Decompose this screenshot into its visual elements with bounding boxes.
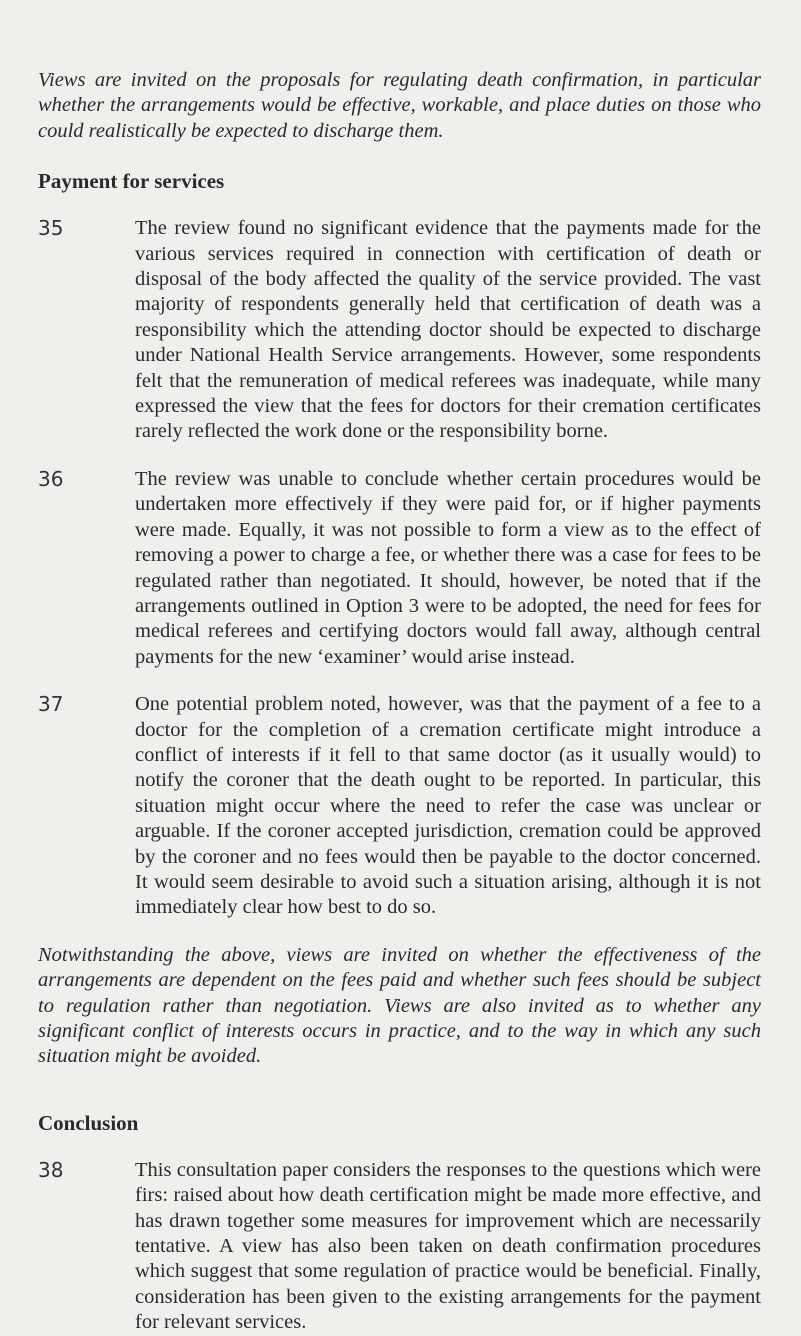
numbered-paragraph-36 [38,467,761,670]
section-heading-conclusion: Conclusion [38,1110,139,1135]
paragraph-number: 35 [38,216,64,241]
numbered-paragraph-35 [38,216,761,445]
paragraph-text: The review was unable to conclude whether certain procedures would be undertaken more effectively if they were paid for, or if higher payments were made. Equally, it was not possible to form a view as to the effect of removing a power to charge a fee, or whether there was a case for fees to be regulated rather than negotiated. It should, however, be noted that if the arrangements outlined in Option 3 were to be adopted, the need for fees for medical referees and certifying doctors would fall away, although central payments for the new ‘examiner’ would arise instead. [135,467,761,668]
closing-paragraph: Notwithstanding the above, views are invited on whether the effectiveness of the arrangements are dependent on the fees paid and whether such fees should be subject to regulation rather than negotiation. Views are also invited as to whether any significant conflict of interests occurs in practice, and to the way in which any such situation might be avoided. [38,943,761,1068]
paragraph-number: 36 [38,466,64,491]
paragraph-text: This consultation paper considers the responses to the questions which were firs: raised about how death certification might be made more effective, and has drawn together some measures for improvement which are necessarily tentative. A view has also been taken on death confirmation procedures which suggest that some regulation of practice would be beneficial. Finally, consideration has been given to the existing arrangements for the payment for relevant services. [135,1158,761,1334]
paragraph-text: One potential problem noted, however, was that the payment of a fee to a doctor for the completion of a cremation certificate might introduce a conflict of interests if it fell to that same doctor (as it usually would) to notify the coroner that the death ought to be reported. In particular, this situation might occur where the need to refer the case was unclear or arguable. If the coroner accepted jurisdiction, cremation could be approved by the coroner and no fees would then be payable to the doctor concerned. It would seem desirable to avoid such a situation arising, although it is not immediately clear how best to do so. [135,693,761,919]
numbered-paragraph-38 [38,1158,761,1336]
section-heading-payment: Payment for services [38,169,225,194]
paragraph-number: 37 [38,692,64,717]
paragraph-number: 38 [38,1157,64,1182]
paragraph-text: The review found no significant evidence that the payments made for the various services required in connection with certification of death or disposal of the body affected the quality of the service provided. The vast majority of respondents generally held that certification of death was a responsibility which the attending doctor should be expected to discharge under National Health Service arrangements. However, some respondents felt that the remuneration of medical referees was inadequate, while many expressed the view that the fees for doctors for their cremation certificates rarely reflected the work done or the responsibility borne. [135,217,761,443]
numbered-paragraph-37 [38,692,761,921]
intro-paragraph: Views are invited on the proposals for regulating death confirmation, in particular whether the arrangements would be effective, workable, and place duties on those who could realistically be expected to discharge them. [38,69,761,142]
